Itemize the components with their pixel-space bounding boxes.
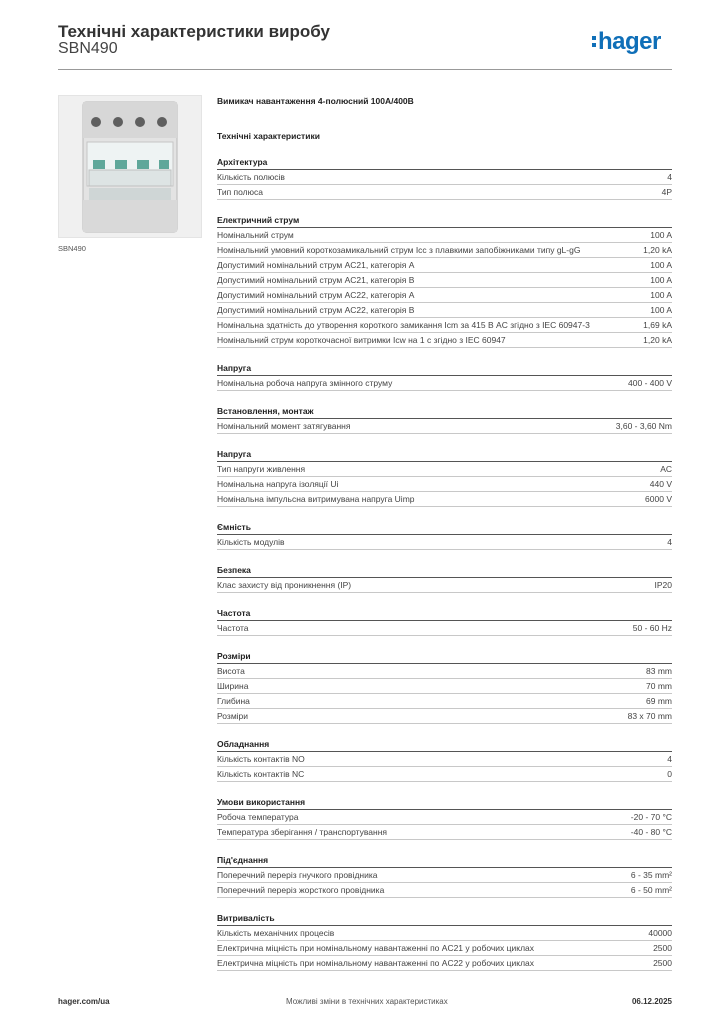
spec-value: 4 xyxy=(667,754,672,764)
spec-row xyxy=(217,288,672,303)
spec-value: 70 mm xyxy=(646,681,672,691)
spec-label: Частота xyxy=(217,623,249,633)
spec-label: Поперечний переріз гнучкого провідника xyxy=(217,870,378,880)
spec-value: 6 - 50 mm² xyxy=(630,885,672,895)
spec-value: IP20 xyxy=(654,580,672,590)
spec-section xyxy=(217,650,672,724)
spec-label: Електрична міцність при номінальному навантаженні по AC22 у робочих циклах xyxy=(217,958,535,968)
spec-row xyxy=(217,333,672,348)
spec-value: -20 - 70 °C xyxy=(630,812,672,822)
spec-label: Тип напруги живлення xyxy=(217,464,306,474)
spec-label: Клас захисту від проникнення (IP) xyxy=(217,580,352,590)
spec-value: 40000 xyxy=(648,928,672,938)
spec-row xyxy=(217,621,672,636)
spec-row xyxy=(217,318,672,333)
spec-row xyxy=(217,477,672,492)
product-code: SBN490 xyxy=(58,40,118,57)
spec-section xyxy=(217,738,672,782)
spec-section xyxy=(217,405,672,434)
image-caption: SBN490 xyxy=(58,244,86,253)
product-image xyxy=(58,95,202,238)
spec-row xyxy=(217,243,672,258)
spec-value: 83 mm xyxy=(646,666,672,676)
section-title: Електричний струм xyxy=(217,214,672,228)
spec-row xyxy=(217,926,672,941)
logo-text: hager xyxy=(598,28,661,55)
footer-note: Можливі зміни в технічних характеристиках xyxy=(286,997,448,1006)
header-divider xyxy=(58,69,672,70)
spec-value: 1,20 kA xyxy=(643,335,672,345)
spec-label: Тип полюса xyxy=(217,187,263,197)
spec-value: 2500 xyxy=(653,958,672,968)
footer-url[interactable]: hager.com/ua xyxy=(58,997,110,1006)
page-title: Технічні характеристики виробу xyxy=(58,22,330,41)
section-title: Напруга xyxy=(217,362,672,376)
spec-row xyxy=(217,258,672,273)
logo-colon-icon xyxy=(592,34,596,48)
spec-label: Розміри xyxy=(217,711,249,721)
spec-row xyxy=(217,376,672,391)
spec-label: Номінальна здатність до утворення короткого замикання Icm за 415 В AC згідно з IEC 60947-3 xyxy=(217,320,590,330)
spec-label: Номінальний момент затягування xyxy=(217,421,351,431)
spec-section xyxy=(217,362,672,391)
section-title: Розміри xyxy=(217,650,672,664)
spec-sections xyxy=(217,156,672,971)
spec-value: 4 xyxy=(667,537,672,547)
spec-value: 4 xyxy=(667,172,672,182)
section-title: Встановлення, монтаж xyxy=(217,405,672,419)
spec-label: Робоча температура xyxy=(217,812,299,822)
spec-value: 400 - 400 V xyxy=(628,378,672,388)
spec-section xyxy=(217,214,672,348)
spec-label: Кількість контактів NO xyxy=(217,754,305,764)
spec-row xyxy=(217,578,672,593)
spec-value: 3,60 - 3,60 Nm xyxy=(615,421,672,431)
spec-label: Номінальний умовний короткозамикальний струм Icc з плавкими запобіжниками типу gL-gG xyxy=(217,245,581,255)
spec-row xyxy=(217,767,672,782)
spec-section xyxy=(217,521,672,550)
section-title: Архітектура xyxy=(217,156,672,170)
section-title: Напруга xyxy=(217,448,672,462)
spec-value: AC xyxy=(660,464,672,474)
spec-section xyxy=(217,564,672,593)
spec-label: Кількість механічних процесів xyxy=(217,928,335,938)
spec-row xyxy=(217,679,672,694)
spec-value: 100 A xyxy=(650,290,672,300)
spec-section xyxy=(217,448,672,507)
section-title: Частота xyxy=(217,607,672,621)
spec-row xyxy=(217,825,672,840)
section-title: Обладнання xyxy=(217,738,672,752)
switch-illustration xyxy=(59,96,201,237)
spec-row xyxy=(217,303,672,318)
spec-label: Кількість полюсів xyxy=(217,172,285,182)
spec-label: Кількість контактів NC xyxy=(217,769,305,779)
spec-section xyxy=(217,156,672,200)
section-title: Витривалість xyxy=(217,912,672,926)
spec-value: 0 xyxy=(667,769,672,779)
spec-section xyxy=(217,854,672,898)
spec-label: Допустимий номінальний струм AC22, категорія A xyxy=(217,290,415,300)
spec-row xyxy=(217,709,672,724)
spec-value: 100 A xyxy=(650,275,672,285)
spec-label: Номінальна робоча напруга змінного струму xyxy=(217,378,393,388)
section-title: Під'єднання xyxy=(217,854,672,868)
spec-value: 6 - 35 mm² xyxy=(630,870,672,880)
spec-row xyxy=(217,868,672,883)
spec-label: Допустимий номінальний струм AC21, категорія B xyxy=(217,275,415,285)
spec-section xyxy=(217,796,672,840)
spec-label: Допустимий номінальний струм AC22, категорія B xyxy=(217,305,415,315)
spec-value: 440 V xyxy=(649,479,672,489)
spec-value: 83 x 70 mm xyxy=(627,711,672,721)
spec-label: Номінальна напруга ізоляції Ui xyxy=(217,479,339,489)
spec-row xyxy=(217,170,672,185)
section-title: Умови використання xyxy=(217,796,672,810)
spec-row xyxy=(217,185,672,200)
spec-row xyxy=(217,694,672,709)
spec-label: Температура зберігання / транспортування xyxy=(217,827,388,837)
spec-label: Глибина xyxy=(217,696,250,706)
spec-value: 1,69 kA xyxy=(643,320,672,330)
section-title: Безпека xyxy=(217,564,672,578)
spec-value: 6000 V xyxy=(645,494,672,504)
spec-value: 100 A xyxy=(650,305,672,315)
spec-row xyxy=(217,492,672,507)
spec-value: 100 A xyxy=(650,230,672,240)
tech-specs-heading: Технічні характеристики xyxy=(217,131,320,141)
spec-label: Ширина xyxy=(217,681,249,691)
spec-label: Номінальний струм короткочасної витримки Icw на 1 с згідно з IEC 60947 xyxy=(217,335,506,345)
section-title: Ємність xyxy=(217,521,672,535)
spec-value: 1,20 kA xyxy=(643,245,672,255)
spec-value: 4P xyxy=(661,187,672,197)
spec-row xyxy=(217,883,672,898)
spec-section xyxy=(217,912,672,971)
spec-row xyxy=(217,273,672,288)
spec-label: Номінальна імпульсна витримувана напруга Uimp xyxy=(217,494,415,504)
spec-section xyxy=(217,607,672,636)
spec-row xyxy=(217,752,672,767)
spec-row xyxy=(217,664,672,679)
product-title: Вимикач навантаження 4-полюсний 100А/400В xyxy=(217,96,414,106)
spec-row xyxy=(217,535,672,550)
spec-label: Допустимий номінальний струм AC21, категорія A xyxy=(217,260,415,270)
spec-label: Поперечний переріз жорсткого провідника xyxy=(217,885,385,895)
spec-value: 2500 xyxy=(653,943,672,953)
spec-row xyxy=(217,462,672,477)
spec-value: 100 A xyxy=(650,260,672,270)
spec-row xyxy=(217,419,672,434)
spec-value: 50 - 60 Hz xyxy=(632,623,672,633)
spec-row xyxy=(217,228,672,243)
spec-label: Кількість модулів xyxy=(217,537,285,547)
spec-label: Номінальний струм xyxy=(217,230,294,240)
footer-date: 06.12.2025 xyxy=(631,997,672,1006)
hager-logo xyxy=(592,28,661,56)
spec-label: Висота xyxy=(217,666,245,676)
spec-value: 69 mm xyxy=(646,696,672,706)
spec-value: -40 - 80 °C xyxy=(630,827,672,837)
spec-row xyxy=(217,941,672,956)
spec-row xyxy=(217,810,672,825)
spec-content xyxy=(217,95,672,971)
spec-label: Електрична міцність при номінальному навантаженні по AC21 у робочих циклах xyxy=(217,943,535,953)
spec-row xyxy=(217,956,672,971)
